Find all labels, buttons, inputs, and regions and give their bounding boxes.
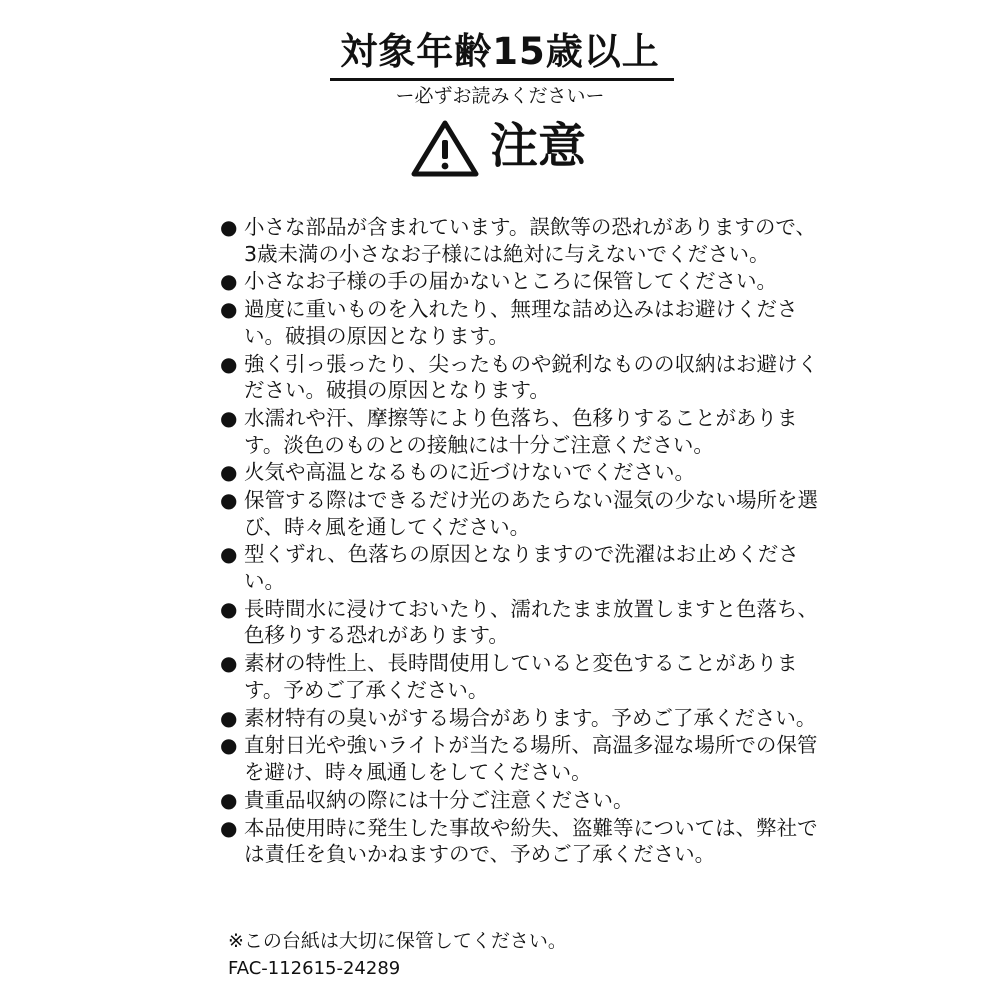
notice-item — [218, 815, 828, 868]
notice-text: 小さなお子様の手の届かないところに保管してください。 — [244, 269, 777, 294]
notice-text: 長時間水に浸けておいたり、濡れたまま放置しますと色落ち、色移りする恐れがあります。 — [244, 596, 818, 648]
age-title: 対象年齢15歳以上 — [340, 30, 660, 73]
bullet-icon: ● — [220, 460, 238, 485]
age-title-underline — [330, 78, 674, 81]
notice-item — [218, 351, 828, 404]
notice-item — [218, 541, 828, 594]
bullet-icon: ● — [220, 651, 238, 676]
bullet-icon: ● — [220, 542, 238, 567]
notice-text: 火気や高温となるものに近づけないでください。 — [244, 460, 695, 485]
bullet-icon: ● — [220, 297, 238, 322]
bullet-icon: ● — [220, 733, 238, 758]
bullet-icon: ● — [220, 815, 238, 840]
notice-text: 保管する際はできるだけ光のあたらない湿気の少ない場所を選び、時々風を通してください。 — [244, 488, 818, 539]
notice-item — [218, 405, 828, 458]
notice-item — [218, 787, 828, 814]
notice-text: 型くずれ、色落ちの原因となりますので洗濯はお止めください。 — [244, 542, 799, 594]
notice-item — [218, 296, 828, 349]
bullet-icon: ● — [220, 596, 238, 621]
caution-header — [410, 114, 610, 178]
notice-list — [218, 214, 828, 869]
warning-triangle-icon — [410, 118, 480, 178]
notice-item — [218, 650, 828, 703]
notice-text: 強く引っ張ったり、尖ったものや鋭利なものの収納はお避けください。破損の原因となります。 — [244, 351, 818, 403]
notice-item — [218, 732, 828, 785]
notice-text: 本品使用時に発生した事故や紛失、盗難等については、弊社では責任を負いかねますので、予めご了承ください。 — [244, 815, 818, 867]
notice-item — [218, 487, 828, 540]
notice-text: 直射日光や強いライトが当たる場所、高温多湿な場所での保管を避け、時々風通しをしてください。 — [244, 733, 818, 784]
notice-item — [218, 214, 828, 267]
notice-text: 素材の特性上、長時間使用していると変色することがあります。予めご了承ください。 — [244, 651, 798, 702]
bullet-icon: ● — [220, 787, 238, 812]
notice-text: 小さな部品が含まれています。誤飲等の恐れがありますので、3歳未満の小さなお子様には絶対に与えないでください。 — [244, 215, 816, 266]
notice-item — [218, 268, 828, 295]
bullet-icon: ● — [220, 269, 238, 294]
notice-item — [218, 459, 828, 486]
notice-text: 素材特有の臭いがする場合があります。予めご了承ください。 — [244, 705, 817, 730]
notice-item — [218, 705, 828, 732]
notice-text: 水濡れや汗、摩擦等により色落ち、色移りすることがあります。淡色のものとの接触には十分ご注意ください。 — [244, 405, 798, 457]
product-code: FAC-112615-24289 — [228, 958, 401, 979]
bullet-icon: ● — [220, 405, 238, 430]
footer-note: ※この台紙は大切に保管してください。 — [228, 930, 567, 952]
bullet-icon: ● — [220, 488, 238, 513]
subtitle: ー必ずお読みくださいー — [395, 85, 605, 107]
notice-text: 貴重品収納の際には十分ご注意ください。 — [244, 787, 634, 812]
bullet-icon: ● — [220, 351, 238, 376]
caution-label: 注意 — [490, 118, 587, 174]
bullet-icon: ● — [220, 705, 238, 730]
notice-item — [218, 596, 828, 649]
bullet-icon: ● — [220, 215, 238, 239]
notice-text: 過度に重いものを入れたり、無理な詰め込みはお避けください。破損の原因となります。 — [244, 297, 798, 348]
